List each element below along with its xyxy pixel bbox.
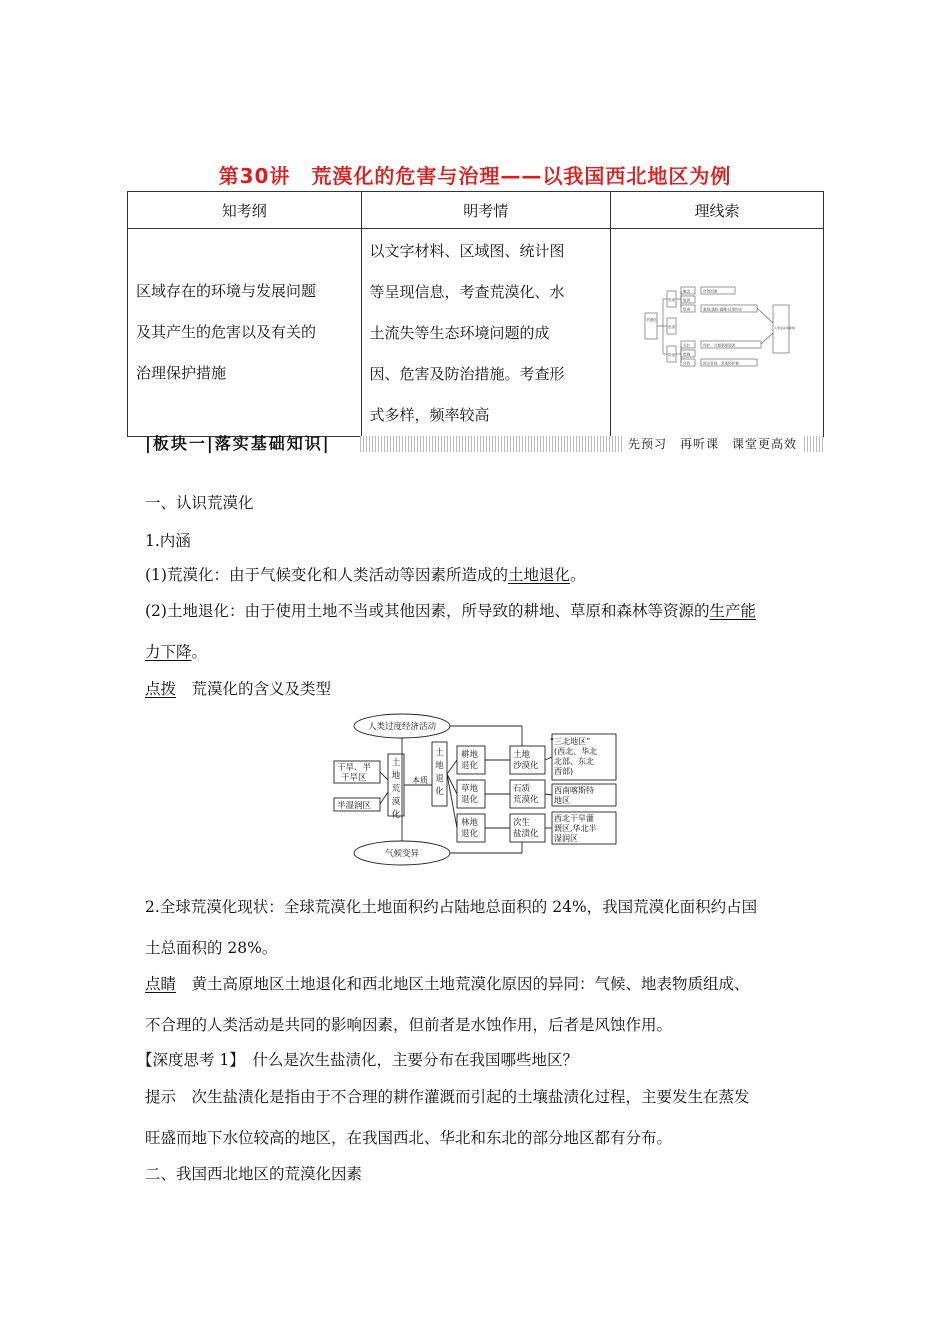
cell-line: 土流失等生态环境问题的成 (369, 324, 550, 342)
subsection-heading: 1.内涵 (145, 532, 191, 550)
desertification-diagram (332, 712, 622, 870)
mindmap-detail: 保护、合理利用资源 (703, 343, 736, 347)
node-region-3: 西北干旱灌 (554, 814, 594, 823)
cell-line: 式多样，频率较高 (369, 406, 490, 424)
underlined-term: 生产能 (709, 602, 756, 620)
mindmap-mid: 防治 (668, 352, 676, 357)
text-span: 。 (569, 566, 586, 584)
section-heading: 一、认识荒漠化 (145, 494, 254, 512)
node-salinization: 次生盐渍化 (513, 818, 539, 839)
deep-thinking-question: 【深度思考 1】 什么是次生盐渍化，主要分布在我国哪些地区？ (137, 1051, 579, 1069)
node-rocky: 石质荒漠化 (513, 784, 539, 805)
tip-text: 黄土高原地区土地退化和西北地区土地荒漠化原因的异同：气候、地表物质组成、 (176, 975, 750, 993)
cell-line: 因、危害及防治措施。考查形 (369, 365, 565, 383)
paragraph: 不合理的人类活动是共同的影响因素，但前者是水蚀作用，后者是风蚀作用。 (145, 1016, 673, 1034)
node-land-desertification: 土地荒漠化 (391, 758, 401, 820)
tip-text: 荒漠化的含义及类型 (176, 680, 332, 698)
page-title: 第30讲 荒漠化的危害与治理——以我国西北地区为例 (218, 164, 732, 188)
paragraph (145, 640, 207, 662)
cell-mindmap (611, 229, 824, 437)
underlined-term: 力下降 (145, 643, 192, 661)
node-region-2: 西南喀斯特 (554, 786, 594, 795)
mindmap-detail: 自然因素 (703, 289, 718, 293)
node-forest: 林地退化 (461, 818, 479, 839)
header-lixiansuo: 理线索 (611, 192, 824, 229)
cell-line: 及其产生的危害以及有关的 (136, 323, 317, 341)
node-sandy: 土地沙漠化 (513, 750, 539, 771)
section-heading: 二、我国西北地区的荒漠化因素 (145, 1165, 363, 1183)
paragraph: 土总面积的 28%。 (145, 939, 278, 957)
paragraph (145, 563, 586, 585)
mindmap-leaf: 危害 (683, 307, 691, 311)
mindmap-side: 人类活动的影响 (774, 325, 796, 330)
cell-line: 治理保护措施 (136, 364, 227, 382)
node-climate: 气候变异 (384, 849, 420, 859)
cell-mingkaoqing (361, 229, 611, 437)
banner-slogan: 先预习 再听课 课堂更高效 (622, 432, 803, 456)
paragraph: 2.全球荒漠化现状：全球荒漠化土地面积约占陆地总面积的 24%，我国荒漠化面积约占国 (145, 898, 758, 916)
tip-label: 点拨 (145, 680, 177, 698)
node-essence: 本质 (412, 776, 428, 785)
node-region-1: (西北、华北 (554, 747, 598, 756)
node-region-1: 西部) (554, 767, 574, 776)
node-arid-2: 干旱区 (341, 773, 367, 783)
underlined-term: 土地退化 (507, 566, 570, 584)
node-region-1: 北部、东北 (554, 757, 594, 766)
header-mingkaoqing: 明考情 (361, 192, 611, 229)
text-span: 。 (191, 643, 208, 661)
node-region-2: 地区 (554, 796, 570, 805)
section-banner (145, 432, 823, 456)
mindmap-leaf: 目的 (683, 361, 691, 365)
banner-title: |板块一|落实基础知识| (145, 434, 331, 453)
mindmap-detail: 封沙育林、营造防护林 (703, 361, 739, 365)
mindmap-mid: 形成 (668, 297, 676, 302)
node-semi-humid: 半湿润区 (337, 801, 372, 811)
mindmap-leaf: 方针 (683, 343, 691, 347)
cell-line: 以文字材料、区域图、统计图 (369, 242, 565, 260)
mindmap-detail: 滥垦·滥牧·滥樵·过度用水 (703, 307, 743, 311)
cell-line: 区域存在的环境与发展问题 (136, 282, 317, 300)
node-farmland: 耕地退化 (461, 750, 479, 771)
node-grassland: 草地退化 (461, 784, 479, 805)
cell-zhikaogang (128, 229, 362, 437)
node-arid: 干旱、半 (337, 763, 372, 773)
mindmap-mid: 危害 (668, 324, 676, 329)
node-land-degradation: 土地退化 (435, 748, 444, 797)
header-zhikaogang: 知考纲 (128, 192, 362, 229)
cell-line: 等呈现信息，考查荒漠化、水 (369, 283, 565, 301)
mindmap-root: 荒漠化 (646, 317, 657, 322)
node-human-activity: 人类过度经济活动 (367, 722, 437, 732)
mindmap-leaf: 措施 (683, 352, 691, 356)
mindmap-leaf: 概念 (683, 289, 691, 293)
text-span: (2)土地退化：由于使用土地不当或其他因素，所导致的耕地、草原和森林等资源的 (145, 602, 710, 620)
node-region-3: 溉区,华北半 (554, 824, 597, 833)
tip-paragraph (145, 677, 331, 699)
mindmap-thumbnail (611, 233, 823, 433)
mindmap-leaf: 原因 (683, 298, 691, 302)
syllabus-table (127, 191, 824, 437)
tip-label: 点睛 (145, 975, 177, 993)
node-region-3: 湿润区 (554, 834, 578, 843)
paragraph (145, 599, 756, 621)
text-span: (1)荒漠化：由于气候变化和人类活动等因素所造成的 (145, 566, 508, 584)
tip-paragraph (145, 972, 750, 994)
paragraph: 旺盛而地下水位较高的地区，在我国西北、华北和东北的部分地区都有分布。 (145, 1129, 673, 1147)
hint-paragraph: 提示 次生盐渍化是指由于不合理的耕作灌溉而引起的土壤盐渍化过程，主要发生在蒸发 (145, 1088, 750, 1106)
node-region-1: “三北地区” (550, 737, 591, 746)
